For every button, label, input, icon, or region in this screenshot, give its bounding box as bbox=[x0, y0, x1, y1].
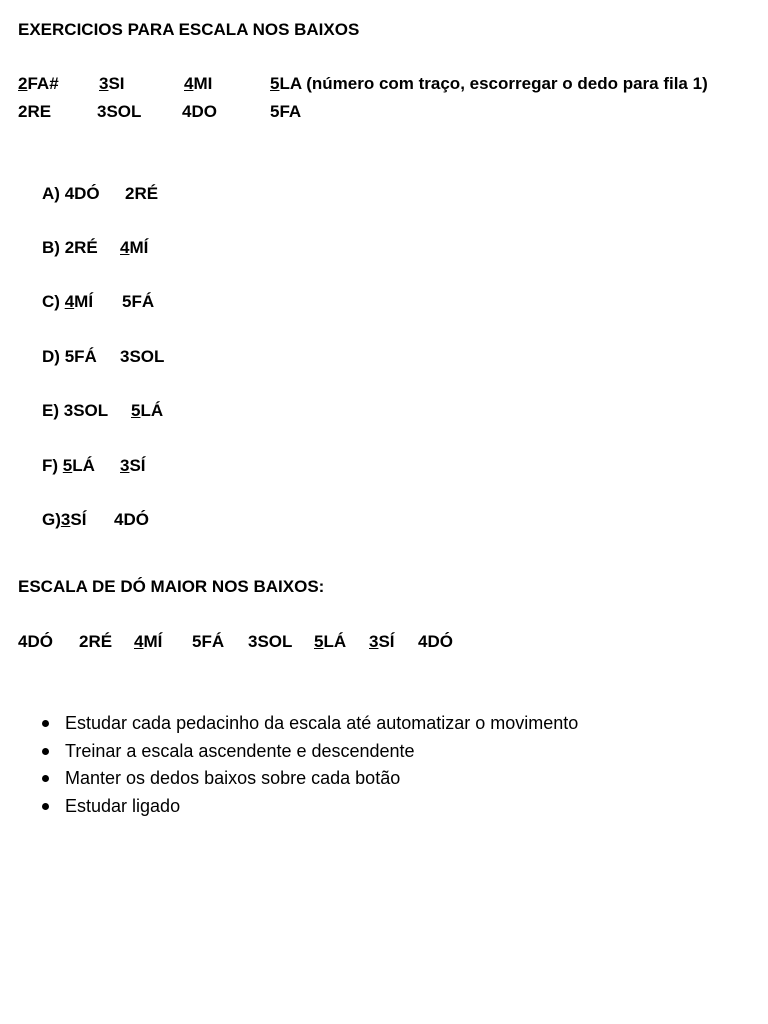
finger-number: 4 bbox=[184, 74, 194, 93]
scale-note: 2RÉ bbox=[79, 632, 113, 651]
exercise-note-a: 5LÁ bbox=[62, 456, 95, 475]
exercise-note-b: 4DÓ bbox=[114, 510, 149, 529]
exercise-item bbox=[42, 292, 93, 312]
finger-note: LA bbox=[279, 74, 302, 93]
finger-number: 2 bbox=[18, 74, 28, 93]
exercise-item bbox=[42, 456, 95, 476]
exercise-label: G) bbox=[42, 510, 61, 529]
exercise-note-b: 2RÉ bbox=[125, 184, 159, 203]
finger-note: SI bbox=[108, 74, 125, 93]
scale-note: 5FÁ bbox=[192, 632, 225, 651]
finger-map-item bbox=[184, 74, 212, 94]
exercise-label: A) bbox=[42, 184, 60, 203]
scale-note: 3SOL bbox=[248, 632, 293, 651]
exercise-note-b: 3SOL bbox=[120, 347, 165, 366]
exercise-item bbox=[42, 510, 86, 530]
exercise-note-a: 4MÍ bbox=[64, 292, 94, 311]
scale-note: 4DÓ bbox=[418, 632, 453, 651]
finger-map-item: 2RE bbox=[18, 102, 52, 121]
exercise-note-b: 5FÁ bbox=[122, 292, 155, 311]
exercise-note-b: 3SÍ bbox=[120, 456, 146, 475]
exercise-note-a: 3SOL bbox=[63, 401, 109, 420]
exercise-note-a: 4DÓ bbox=[64, 184, 100, 203]
exercise-label: E) bbox=[42, 401, 59, 420]
page-title: EXERCICIOS PARA ESCALA NOS BAIXOS bbox=[18, 20, 360, 39]
bullet-icon bbox=[42, 720, 49, 727]
exercise-label: B) bbox=[42, 238, 60, 257]
exercise-note-a: 5FÁ bbox=[64, 347, 97, 366]
bullet-icon bbox=[42, 748, 49, 755]
tip-text: Treinar a escala ascendente e descendente bbox=[65, 740, 415, 761]
exercise-note-a: 3SÍ bbox=[60, 510, 87, 529]
scale-note: 4DÓ bbox=[18, 632, 53, 651]
finger-note: FA# bbox=[27, 74, 59, 93]
finger-number: 5 bbox=[270, 74, 280, 93]
exercise-item bbox=[42, 401, 108, 421]
tip-text: Estudar cada pedacinho da escala até automatizar o movimento bbox=[65, 713, 579, 733]
finger-map-item bbox=[99, 74, 125, 94]
exercise-label: D) bbox=[42, 347, 60, 366]
bullet-icon bbox=[42, 803, 49, 810]
bullet-icon bbox=[42, 775, 49, 782]
scale-note: 5LÁ bbox=[314, 632, 347, 651]
finger-map-note: (número com traço, escorregar o dedo para fila 1) bbox=[301, 74, 708, 93]
exercise-note-b: 4MÍ bbox=[120, 238, 149, 257]
finger-map-item: 3SOL bbox=[97, 102, 142, 121]
finger-map-item: 4DO bbox=[182, 102, 217, 121]
finger-map-item bbox=[270, 74, 708, 94]
tip-text: Manter os dedos baixos sobre cada botão bbox=[65, 768, 401, 789]
finger-map-item bbox=[18, 74, 59, 94]
exercise-item bbox=[42, 347, 97, 367]
tip-text: Estudar ligado bbox=[65, 795, 181, 816]
scale-note: 3SÍ bbox=[369, 632, 395, 651]
exercise-label: F) bbox=[42, 456, 59, 475]
exercise-note-a: 2RÉ bbox=[64, 238, 98, 257]
finger-note: MI bbox=[193, 74, 213, 93]
scale-note: 4MÍ bbox=[134, 632, 163, 651]
exercise-item bbox=[42, 184, 100, 204]
exercise-note-b: 5LÁ bbox=[131, 401, 164, 420]
finger-number: 3 bbox=[99, 74, 109, 93]
exercise-label: C) bbox=[42, 292, 60, 311]
finger-map-item: 5FA bbox=[270, 102, 302, 121]
exercise-item bbox=[42, 238, 98, 258]
scale-heading: ESCALA DE DÓ MAIOR NOS BAIXOS: bbox=[18, 577, 325, 596]
